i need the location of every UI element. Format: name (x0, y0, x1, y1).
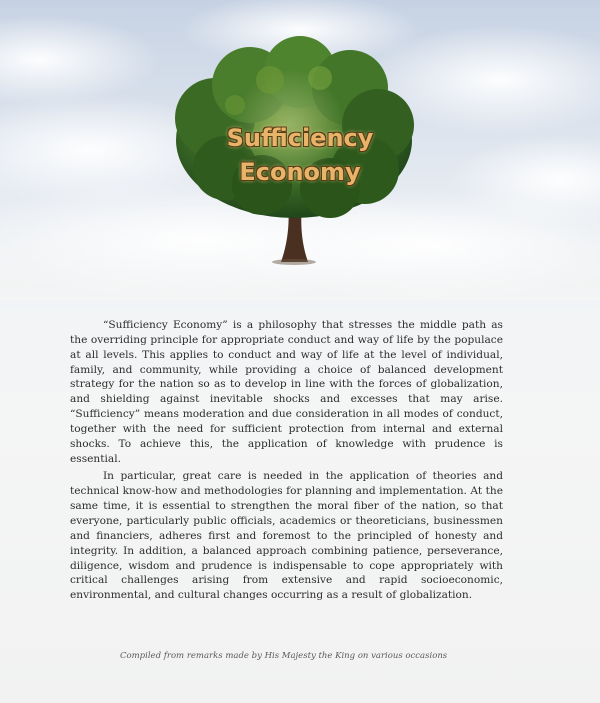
footer-note (120, 651, 480, 661)
footer-suffix: on various occasions (357, 651, 448, 661)
article-body (70, 318, 503, 606)
paragraph-1: “Sufficiency Economy” is a philosophy that stresses the middle path as the overriding principle for appropriate conduct and way of life by the populace at all levels. This applies to conduct and way of life at the level of individual, family, and community, while providing a choice of balanced development strategy for the nation so as to develop in line with the forces of globalization, and shielding against inevitable shocks and excesses that may arise. “Sufficiency” means moderation and due consideration in all modes of conduct, together with the need for sufficient protection from internal and external shocks. To achieve this, the application of knowledge with prudence is essential. (70, 319, 503, 465)
footer-emphasis: His Majesty the King (264, 651, 356, 661)
footer-prefix: Compiled from remarks made by (120, 651, 262, 661)
title-economy: Economy (239, 158, 361, 186)
paragraph-2: In particular, great care is needed in the application of theories and technical know-how and methodologies for planning and implementation. At the same time, it is essential to strengthen the moral fiber of the nation, so that everyone, particularly public officials, academics or theoreticians, businessmen and financiers, adheres first and foremost to the principled of honesty and integrity. In addition, a balanced approach combining patience, perseverance, diligence, wisdom and prudence is indispensable to cope appropriately with critical challenges arising from extensive and rapid socioeconomic, environmental, and cultural changes occurring as a result of globalization. (70, 470, 503, 602)
title-sufficiency: Sufficiency (226, 124, 374, 152)
